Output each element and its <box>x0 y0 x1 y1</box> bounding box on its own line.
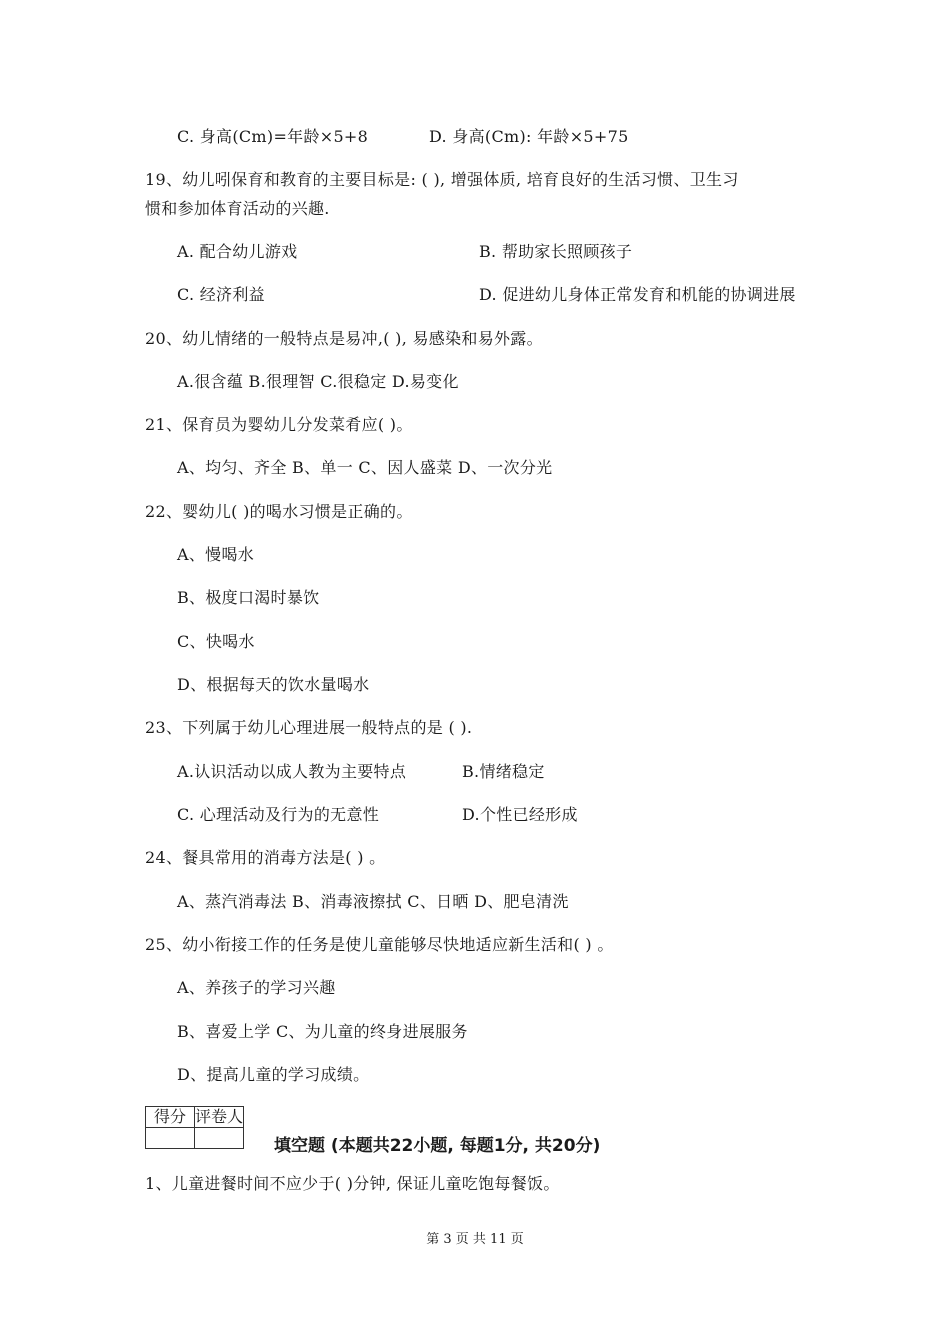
fill-question-1: 1、儿童进餐时间不应少于( )分钟, 保证儿童吃饱每餐饭。 <box>145 1174 560 1193</box>
option-a-25: A、养孩子的学习兴趣 <box>177 978 336 997</box>
option-c-18: C. 身高(Cm)=年龄×5+8 <box>177 127 369 146</box>
option-c-22: C、快喝水 <box>177 632 255 651</box>
option-b-22: B、极度口渴时暴饮 <box>177 588 320 607</box>
option-d-23: D.个性已经形成 <box>462 805 578 824</box>
options-21: A、均匀、齐全 B、单一 C、因人盛菜 D、一次分光 <box>177 458 553 477</box>
option-a-19: A. 配合幼儿游戏 <box>177 242 298 261</box>
option-b-23: B.情绪稳定 <box>462 762 545 781</box>
option-d-19: D. 促进幼儿身体正常发育和机能的协调进展 <box>479 285 796 304</box>
options-24: A、蒸汽消毒法 B、消毒液擦拭 C、日晒 D、肥皂清洗 <box>177 892 569 911</box>
score-table <box>145 1106 244 1149</box>
option-d-18: D. 身高(Cm): 年龄×5+75 <box>429 127 629 146</box>
section-title: 填空题 (本题共22小题, 每题1分, 共20分) <box>274 1136 601 1156</box>
page-footer: 第 3 页 共 11 页 <box>426 1232 524 1247</box>
option-b-19: B. 帮助家长照顾孩子 <box>479 242 633 261</box>
question-23: 23、下列属于幼儿心理进展一般特点的是 ( ). <box>145 718 473 737</box>
question-21: 21、保育员为婴幼儿分发菜肴应( )。 <box>145 415 413 434</box>
option-b-25: B、喜爱上学 C、为儿童的终身进展服务 <box>177 1022 468 1041</box>
options-20: A.很含蕴 B.很理智 C.很稳定 D.易变化 <box>177 372 459 391</box>
option-a-23: A.认识活动以成人教为主要特点 <box>177 762 407 781</box>
question-22: 22、婴幼儿( )的喝水习惯是正确的。 <box>145 502 413 521</box>
question-25: 25、幼小衔接工作的任务是使儿童能够尽快地适应新生活和( ) 。 <box>145 935 614 954</box>
question-20: 20、幼儿情绪的一般特点是易冲,( ), 易感染和易外露。 <box>145 329 543 348</box>
score-header: 得分 <box>146 1107 195 1128</box>
question-19-cont: 惯和参加体育活动的兴趣. <box>145 199 330 218</box>
option-c-19: C. 经济利益 <box>177 285 265 304</box>
option-d-25: D、提高儿童的学习成绩。 <box>177 1065 370 1084</box>
option-c-23: C. 心理活动及行为的无意性 <box>177 805 380 824</box>
grader-cell <box>195 1128 244 1149</box>
option-a-22: A、慢喝水 <box>177 545 255 564</box>
grader-header: 评卷人 <box>195 1107 244 1126</box>
option-d-22: D、根据每天的饮水量喝水 <box>177 675 370 694</box>
question-19: 19、幼儿吲保育和教育的主要目标是: ( ), 增强体质, 培育良好的生活习惯、卫生习 <box>145 170 739 189</box>
question-24: 24、餐具常用的消毒方法是( ) 。 <box>145 848 386 867</box>
score-cell <box>146 1128 195 1149</box>
